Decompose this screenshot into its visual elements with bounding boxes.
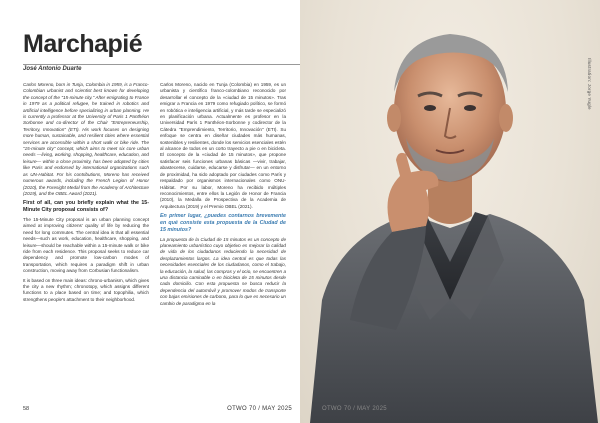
spanish-question: En primer lugar, ¿puedes contarnos brevemente en qué consiste esta propuesta de la Ciudad de 15 minutos? [160,213,286,233]
illustration-credit: Illustration: Jorge Yugle [587,58,592,110]
left-footer: OTWO 70 / MAY 2025 [227,406,292,412]
right-page [300,0,600,423]
spanish-answer: La propuesta de la Ciudad de 15 minutos es un concepto de planeamiento urbanístico cuyo objetivo es mejorar la calidad de vida de los ciudadanos reduciendo la necesidad de desplazamientos largos. La idea central es que todas las necesidades esenciales de los ciudadanos, como el trabajo, la educación, la salud, las compras y el ocio, se encuentren a una distancia caminable o en bicicleta de 15 minutos desde cada domicilio. Con esta propuesta se busca reducir la dependencia del automóvil y promover modos de transporte con bajas emisiones de carbono, para lo que es necesario un cambio de paradigma en la [160,236,286,306]
spanish-column [160,82,286,310]
page-number: 58 [23,406,30,412]
english-question: First of all, can you briefly explain what the 15-Minute City proposal consists of? [23,200,149,214]
author-name: José Antonio Duarte [23,66,82,72]
english-answer-paragraph-1: The 15-Minute City proposal is an urban planning concept aimed at improving citizens' quality of life by reducing the need for long commutes. The central idea is that all essential needs—such as work, education, healthcare, shopping, and leisure—should be reachable within a 15-minute walk or bike ride from each residence. This proposal seeks to reduce car dependency and promote low-carbon modes of transportation, which requires a paradigm shift in urban construction, moving away from Corbusian functionalism. [23,216,149,274]
english-answer-paragraph-2: It is based on three main ideas: chrono-urbanism, which gives the city a new rhythm; chronotopy, which assigns different functions to a place based on time; and topophilia, which strengthens people's attachment to their neighborhood. [23,277,149,302]
right-footer: OTWO 70 / MAY 2025 [322,406,387,412]
portrait-illustration [300,0,600,423]
english-intro: Carlos Moreno, born in Tunja, Colombia in 1959, is a Franco-Colombian urbanist and scientist best known for developing the concept of the "15-minute city." After emigrating to France in 1979 as a political refugee, he trained in robotics and artificial intelligence before specializing in urban planning. He is currently a professor at the University of Paris 1 Panthéon Sorbonne and co-director of the Chair "Entrepreneurship, Territory, Innovation" (ETI). His work focuses on designing more human, sustainable, and resilient cities where essential services are accessible within a short walk or bike ride. The "15-minute city" concept, which aims to meet six core urban needs —living, working, shopping, healthcare, education, and leisure— within a close proximity, has been adopted by cities like Paris and endorsed by international organizations such as UN-Habitat. For his contributions, Moreno has received numerous awards, including the French Legion of Honor (2010), the Foresight Medal from the Academy of Architecture (2019), and the OBEL Award (2021). [23,82,149,196]
english-column [23,82,149,306]
spanish-intro: Carlos Moreno, nacido en Tunja (Colombia) en 1959, es un urbanista y científico franco-colombiano reconocido por desarrollar el concepto de la «ciudad de 15 minutos». Tras emigrar a Francia en 1979 como refugiado político, se formó en robótica e inteligencia artificial, y más tarde se especializó en planificación urbana. Actualmente es profesor en la Universidad París 1 Panthéon-Sorbonne y codirector de la Cátedra "Emprendimiento, Territorio, Innovación" (ETI). Su enfoque se centra en diseñar ciudades más humanas, sostenibles y resilientes, donde los servicios esenciales estén al alcance de todos en un corto trayecto a pie o en bicicleta. El concepto de la «ciudad de 15 minutos», que propone satisfacer seis funciones urbanas básicas —vivir, trabajar, abastecerse, cuidarse, educarse y disfrutar— en un entorno de proximidad, ha sido adoptado por ciudades como París y respaldado por organismos internacionales como ONU-Hábitat. Por su labor, Moreno ha recibido múltiples reconocimientos, entre ellos la Legión de Honor de Francia (2010), la Medalla de Prospectiva de la Academia de Arquitectura (2019) y el Premio OBEL (2021). [160,82,286,209]
article-title: Marchapié [23,30,143,58]
title-divider [23,64,300,65]
